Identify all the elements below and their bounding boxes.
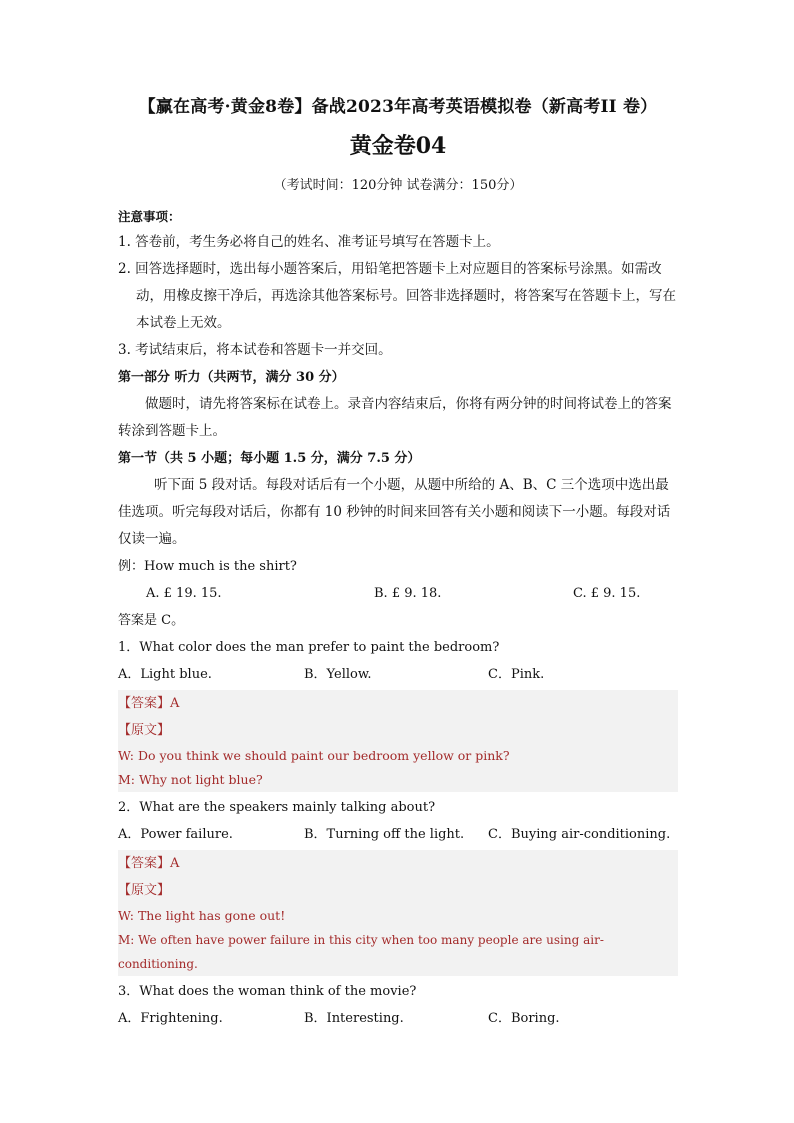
example-options — [118, 580, 678, 607]
note-item-2: 2. 回答选择题时，选出每小题答案后，用铅笔把答题卡上对应题目的答案标号涂黑。如需改动，用橡皮擦干净后，再选涂其他答案标号。回答非选择题时，将答案写在答题卡上，写在本试卷上无效。 — [118, 261, 676, 331]
question-2: 2．What are the speakers mainly talking about? — [118, 800, 436, 815]
exam-time-info: （考试时间：120分钟 试卷满分：150分） — [273, 178, 523, 193]
example-option-c: C. £ 9. 15. — [573, 586, 641, 601]
note-item-1: 1. 答卷前，考生务必将自己的姓名、准考证号填写在答题卡上。 — [118, 234, 500, 250]
example-question: 例：How much is the shirt? — [118, 559, 297, 574]
q2-transcript-line-1: W: The light has gone out! — [118, 908, 286, 923]
q2-transcript-line-2: M: We often have power failure in this city when too many people are using air-conditioning. — [118, 933, 604, 971]
q3-option-a: A．Frightening. — [118, 1011, 223, 1026]
example-option-a: A. £ 19. 15. — [146, 586, 222, 601]
q1-option-c: C．Pink. — [488, 667, 545, 682]
q2-transcript-label: 【原文】 — [118, 883, 171, 898]
question-1: 1．What color does the man prefer to paint the bedroom? — [118, 640, 500, 655]
q3-option-c: C．Boring. — [488, 1011, 560, 1026]
q3-option-b: B．Interesting. — [304, 1011, 404, 1026]
q2-option-c: C．Buying air-conditioning. — [488, 827, 671, 842]
q1-transcript-label: 【原文】 — [118, 723, 171, 738]
part1-instruction: 做题时，请先将答案标在试卷上。录音内容结束后，你将有两分钟的时间将试卷上的答案转涂到答题卡上。 — [118, 396, 672, 439]
page-content — [118, 92, 678, 1032]
q1-transcript-line-2: M: Why not light blue? — [118, 772, 263, 787]
section1-instruction: 听下面 5 段对话。每段对话后有一个小题，从题中所给的 A、B、C 三个选项中选出最佳选项。听完每段对话后，你都有 10 秒钟的时间来回答有关小题和阅读下一小题。每段对话仅读一遍。 — [118, 477, 671, 547]
question-1-options — [118, 661, 678, 688]
paper-title: 黄金卷04 — [349, 133, 447, 159]
q1-answer: 【答案】A — [118, 696, 180, 711]
section1-heading: 第一节（共 5 小题；每小题 1.5 分，满分 7.5 分） — [118, 451, 421, 466]
q2-answer: 【答案】A — [118, 856, 180, 871]
q1-transcript-line-1: W: Do you think we should paint our bedroom yellow or pink? — [118, 748, 510, 763]
q1-answer-block — [118, 690, 678, 792]
example-option-b: B. £ 9. 18. — [374, 586, 442, 601]
question-3: 3．What does the woman think of the movie? — [118, 984, 417, 999]
part1-heading: 第一部分 听力（共两节，满分 30 分） — [118, 370, 345, 385]
note-item-3: 3. 考试结束后，将本试卷和答题卡一并交回。 — [118, 342, 392, 358]
q2-option-a: A．Power failure. — [118, 827, 233, 842]
example-answer: 答案是 C。 — [118, 613, 185, 628]
question-2-options — [118, 821, 678, 848]
exam-title: 【赢在高考·黄金8卷】备战2023年高考英语模拟卷（新高考II 卷） — [138, 97, 658, 117]
q1-option-b: B．Yellow. — [304, 667, 372, 682]
q1-option-a: A．Light blue. — [118, 667, 212, 682]
question-3-options — [118, 1005, 678, 1032]
q2-option-b: B．Turning off the light. — [304, 827, 465, 842]
q2-answer-block — [118, 850, 678, 976]
notes-heading: 注意事项： — [118, 209, 181, 224]
